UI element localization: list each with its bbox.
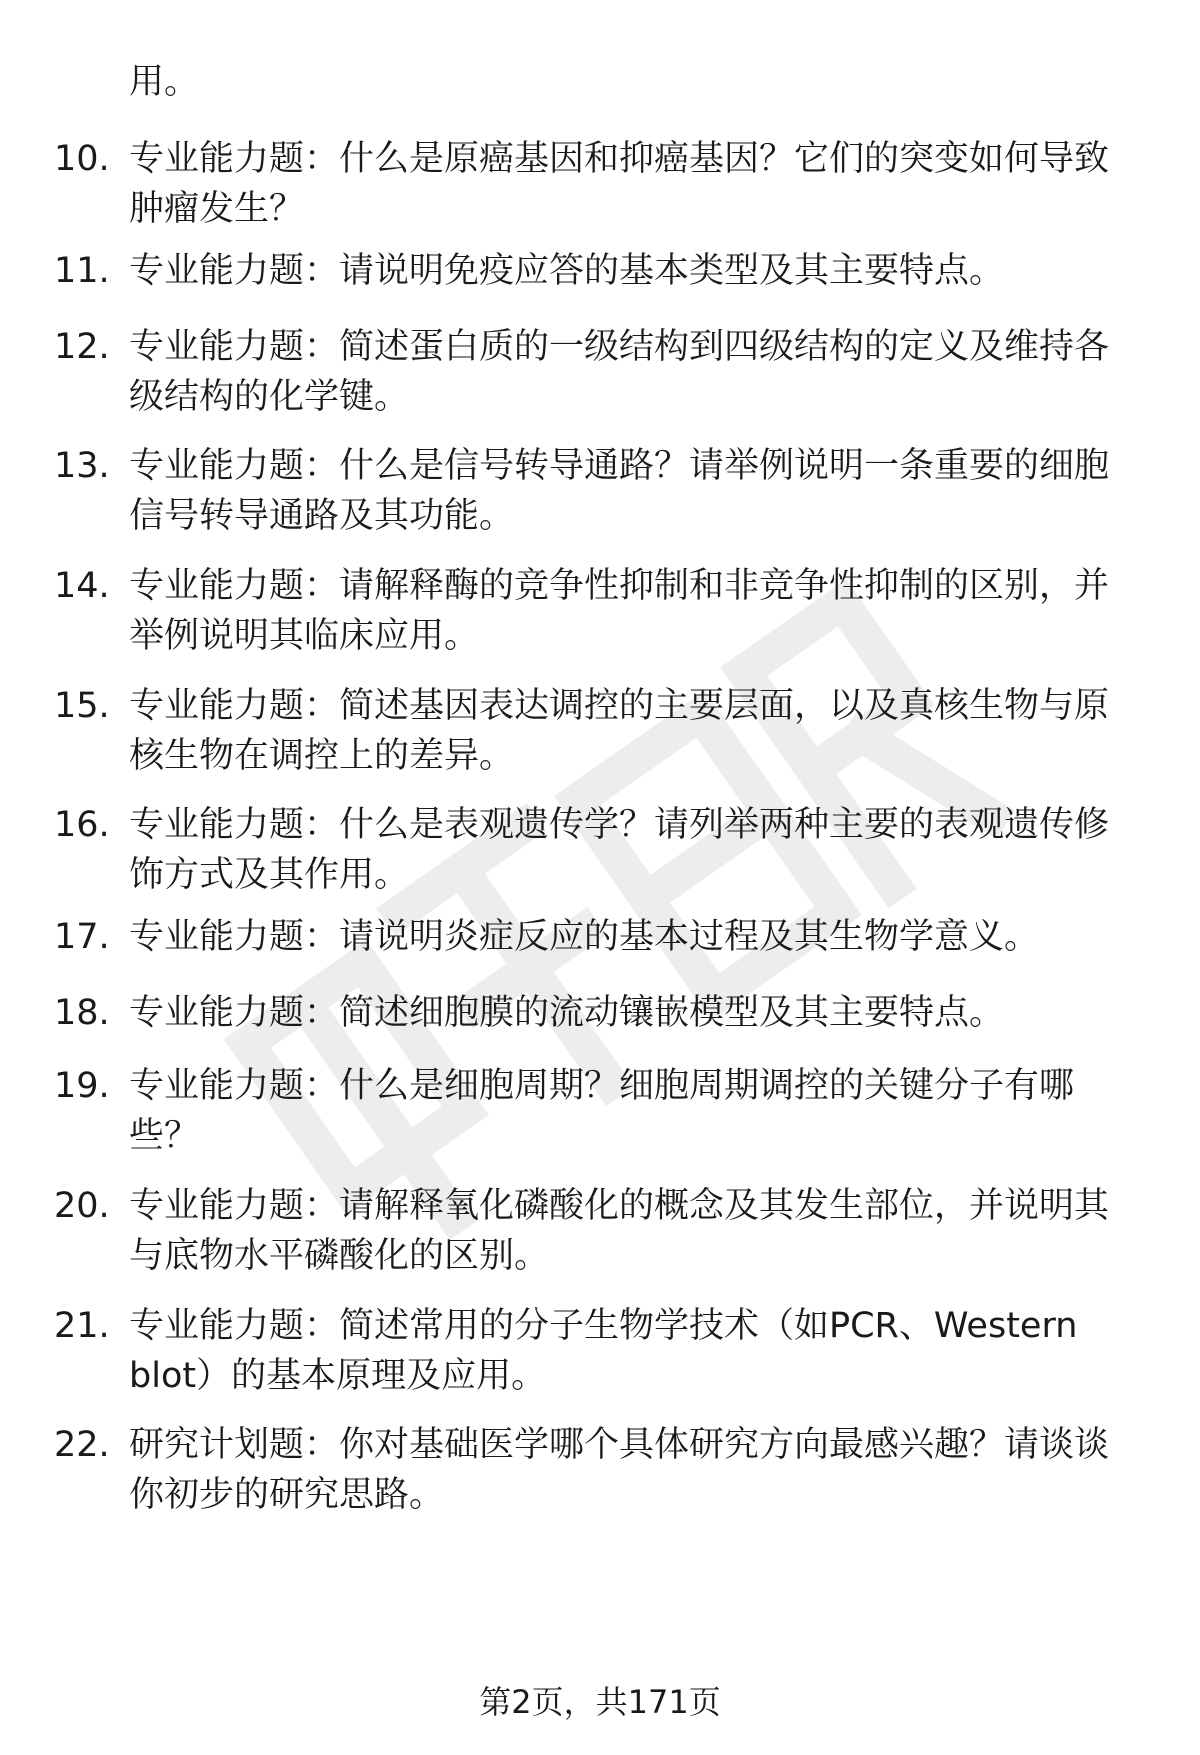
item-number: 20. bbox=[54, 1186, 110, 1226]
continued-text: 用。 bbox=[129, 62, 200, 102]
item-number: 15. bbox=[54, 686, 110, 726]
item-number: 16. bbox=[54, 805, 110, 845]
item-text: 专业能力题：简述细胞膜的流动镶嵌模型及其主要特点。 bbox=[129, 993, 1005, 1033]
item-text: 专业能力题：请解释氧化磷酸化的概念及其发生部位，并说明其 与底物水平磷酸化的区别。 bbox=[129, 1186, 1110, 1276]
item-text: 专业能力题：什么是细胞周期？细胞周期调控的关键分子有哪 些？ bbox=[129, 1066, 1075, 1156]
item-number: 12. bbox=[54, 327, 110, 367]
item-number: 10. bbox=[54, 139, 110, 179]
page-footer: 第2页，共171页 bbox=[479, 1683, 721, 1721]
item-number: 22. bbox=[54, 1425, 110, 1465]
item-text: 专业能力题：简述常用的分子生物学技术（如PCR、Western blot）的基本原理及应用。 bbox=[129, 1306, 1078, 1396]
item-text: 专业能力题：简述基因表达调控的主要层面，以及真核生物与原 核生物在调控上的差异。 bbox=[129, 686, 1110, 776]
item-number: 19. bbox=[54, 1066, 110, 1106]
item-number: 14. bbox=[54, 566, 110, 606]
item-number: 17. bbox=[54, 917, 110, 957]
item-text: 专业能力题：请说明免疫应答的基本类型及其主要特点。 bbox=[129, 251, 1005, 291]
item-text: 专业能力题：简述蛋白质的一级结构到四级结构的定义及维持各 级结构的化学键。 bbox=[129, 327, 1110, 417]
item-text: 专业能力题：请解释酶的竞争性抑制和非竞争性抑制的区别，并 举例说明其临床应用。 bbox=[129, 566, 1110, 656]
item-text: 专业能力题：什么是表观遗传学？请列举两种主要的表观遗传修 饰方式及其作用。 bbox=[129, 805, 1110, 895]
item-number: 18. bbox=[54, 993, 110, 1033]
item-number: 13. bbox=[54, 446, 110, 486]
item-text: 研究计划题：你对基础医学哪个具体研究方向最感兴趣？请谈谈 你初步的研究思路。 bbox=[129, 1425, 1110, 1515]
item-text: 专业能力题：请说明炎症反应的基本过程及其生物学意义。 bbox=[129, 917, 1040, 957]
item-text: 专业能力题：什么是信号转导通路？请举例说明一条重要的细胞 信号转导通路及其功能。 bbox=[129, 446, 1110, 536]
item-number: 21. bbox=[54, 1306, 110, 1346]
item-text: 专业能力题：什么是原癌基因和抑癌基因？它们的突变如何导致 肿瘤发生？ bbox=[129, 139, 1110, 229]
item-number: 11. bbox=[54, 251, 110, 291]
